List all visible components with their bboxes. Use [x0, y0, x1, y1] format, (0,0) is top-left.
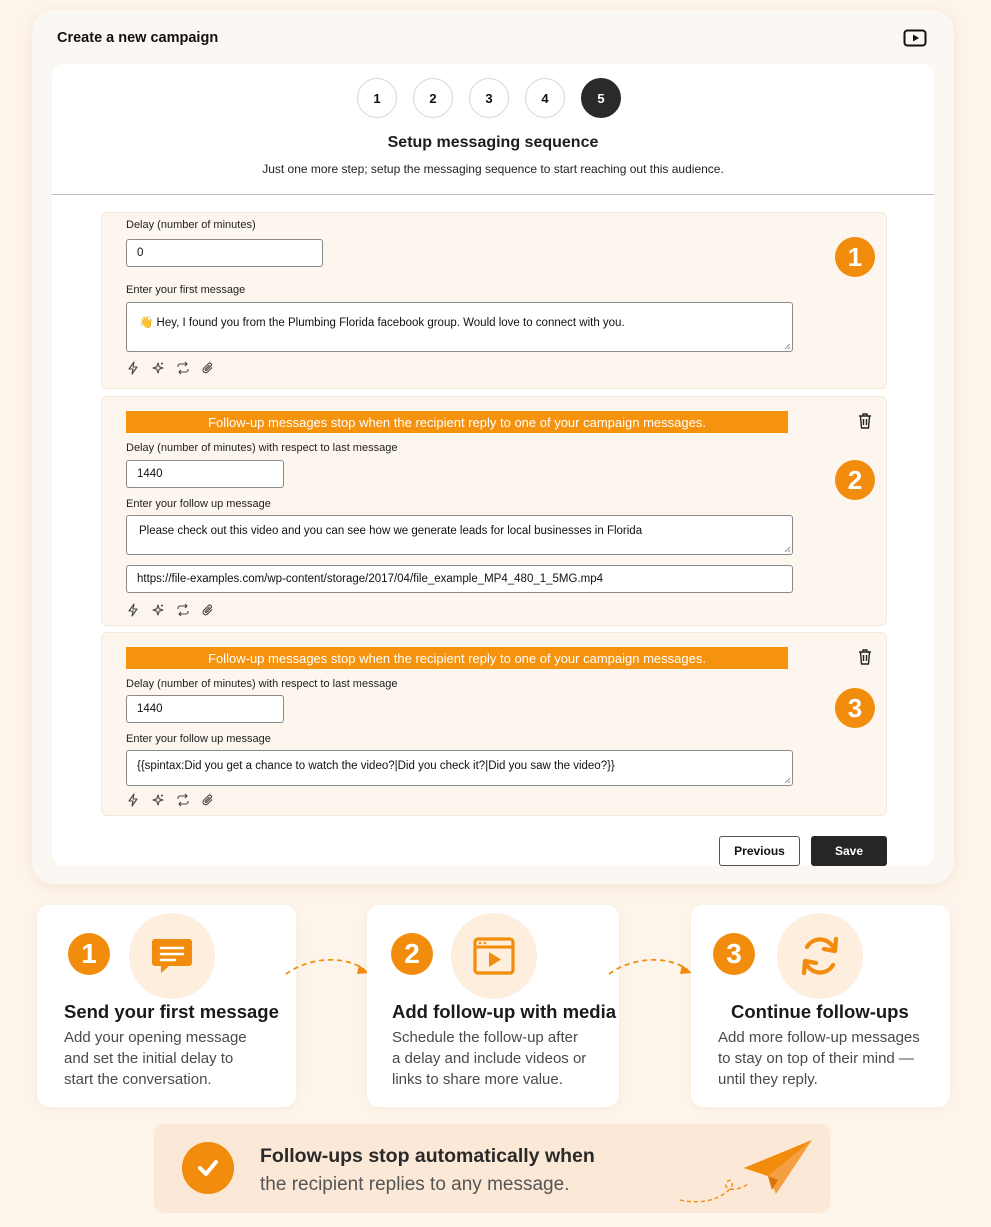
repeat-icon[interactable]	[176, 361, 190, 375]
info-number-1: 1	[68, 933, 110, 975]
note-line-1: Follow-ups stop automatically when	[260, 1145, 595, 1167]
info-number-2: 2	[391, 933, 433, 975]
video-icon	[471, 933, 517, 979]
trash-icon[interactable]	[857, 412, 873, 430]
message-textarea[interactable]	[126, 750, 793, 786]
video-tutorial-icon[interactable]	[903, 28, 927, 48]
divider	[52, 194, 934, 195]
delay-input[interactable]: 1440	[126, 695, 284, 723]
info-line: until they reply.	[718, 1071, 818, 1088]
delay-input[interactable]: 0	[126, 239, 323, 267]
info-title-3: Continue follow-ups	[731, 1001, 909, 1022]
info-number-3: 3	[713, 933, 755, 975]
info-line: links to share more value.	[392, 1071, 563, 1088]
message-textarea[interactable]	[126, 515, 793, 555]
dashed-arrow-icon	[606, 952, 696, 980]
info-title-1: Send your first message	[64, 1001, 279, 1022]
message-toolbar	[126, 603, 215, 617]
resize-handle-icon[interactable]	[784, 546, 791, 553]
campaign-modal	[32, 10, 954, 884]
info-line: Add more follow-up messages	[718, 1029, 920, 1046]
wizard-title: Setup messaging sequence	[387, 134, 599, 151]
info-text-2	[392, 1027, 586, 1090]
sequence-badge-1: 1	[835, 237, 875, 277]
delay-label: Delay (number of minutes)	[126, 219, 256, 231]
media-url-input[interactable]: https://file-examples.com/wp-content/storage/2017/04/file_example_MP4_480_1_5MG.mp4	[126, 565, 793, 593]
refresh-icon	[796, 932, 844, 980]
attachment-icon[interactable]	[201, 603, 215, 617]
trash-icon[interactable]	[857, 648, 873, 666]
repeat-icon[interactable]	[176, 603, 190, 617]
sparkle-icon[interactable]	[151, 603, 165, 617]
info-icon-bg	[777, 913, 863, 999]
note-line-2: the recipient replies to any message.	[260, 1174, 570, 1195]
sequence-badge-2: 2	[835, 460, 875, 500]
resize-handle-icon[interactable]	[784, 777, 791, 784]
info-line: start the conversation.	[64, 1071, 212, 1088]
info-title-2: Add follow-up with media	[392, 1001, 617, 1022]
info-card-1	[37, 905, 296, 1107]
message-text: Please check out this video and you can see how we generate leads for local businesses in Florida	[139, 525, 643, 537]
message-label: Enter your follow up message	[126, 733, 271, 745]
delay-label: Delay (number of minutes) with respect to last message	[126, 442, 398, 454]
wizard-subtitle: Just one more step; setup the messaging sequence to start reaching out this audience.	[262, 162, 724, 176]
info-card-3	[691, 905, 950, 1107]
message-textarea[interactable]	[126, 302, 793, 352]
modal-title: Create a new campaign	[57, 30, 219, 46]
step-4[interactable]: 4	[525, 78, 565, 118]
message-card-3	[101, 632, 887, 816]
sparkle-icon[interactable]	[151, 793, 165, 807]
auto-stop-note	[154, 1124, 830, 1213]
message-toolbar	[126, 361, 215, 375]
step-1[interactable]: 1	[357, 78, 397, 118]
info-line: and set the initial delay to	[64, 1050, 234, 1067]
info-line: Add your opening message	[64, 1029, 247, 1046]
info-line: a delay and include videos or	[392, 1050, 587, 1067]
attachment-icon[interactable]	[201, 361, 215, 375]
message-icon	[149, 933, 195, 979]
info-icon-bg	[451, 913, 537, 999]
delay-input[interactable]: 1440	[126, 460, 284, 488]
step-2[interactable]: 2	[413, 78, 453, 118]
info-line: to stay on top of their mind —	[718, 1050, 914, 1067]
sequence-badge-3: 3	[835, 688, 875, 728]
previous-button[interactable]: Previous	[719, 836, 800, 866]
message-text: {{spintax:Did you get a chance to watch the video?|Did you check it?|Did you saw the video?}}	[137, 760, 615, 772]
follow-up-banner: Follow-up messages stop when the recipient reply to one of your campaign messages.	[126, 647, 788, 669]
paper-plane-icon	[676, 1134, 816, 1206]
dashed-arrow-icon	[283, 952, 373, 980]
attachment-icon[interactable]	[201, 793, 215, 807]
check-icon	[182, 1142, 234, 1194]
message-card-1	[101, 212, 887, 389]
repeat-icon[interactable]	[176, 793, 190, 807]
delay-label: Delay (number of minutes) with respect to last message	[126, 678, 398, 690]
info-icon-bg	[129, 913, 215, 999]
step-3[interactable]: 3	[469, 78, 509, 118]
message-card-2	[101, 396, 887, 626]
resize-handle-icon[interactable]	[784, 343, 791, 350]
info-text-1	[64, 1027, 247, 1090]
lightning-icon[interactable]	[126, 793, 140, 807]
wizard-panel	[52, 64, 934, 866]
lightning-icon[interactable]	[126, 603, 140, 617]
info-line: Schedule the follow-up after	[392, 1029, 578, 1046]
follow-up-banner: Follow-up messages stop when the recipient reply to one of your campaign messages.	[126, 411, 788, 433]
message-toolbar	[126, 793, 215, 807]
message-label: Enter your follow up message	[126, 498, 271, 510]
info-text-3	[718, 1027, 920, 1090]
lightning-icon[interactable]	[126, 361, 140, 375]
message-label: Enter your first message	[126, 284, 246, 296]
sparkle-icon[interactable]	[151, 361, 165, 375]
save-button[interactable]: Save	[811, 836, 887, 866]
step-5[interactable]: 5	[581, 78, 621, 118]
stepper	[357, 78, 641, 118]
message-text: 👋 Hey, I found you from the Plumbing Florida facebook group. Would love to connect with you.	[139, 317, 625, 329]
info-card-2	[367, 905, 619, 1107]
